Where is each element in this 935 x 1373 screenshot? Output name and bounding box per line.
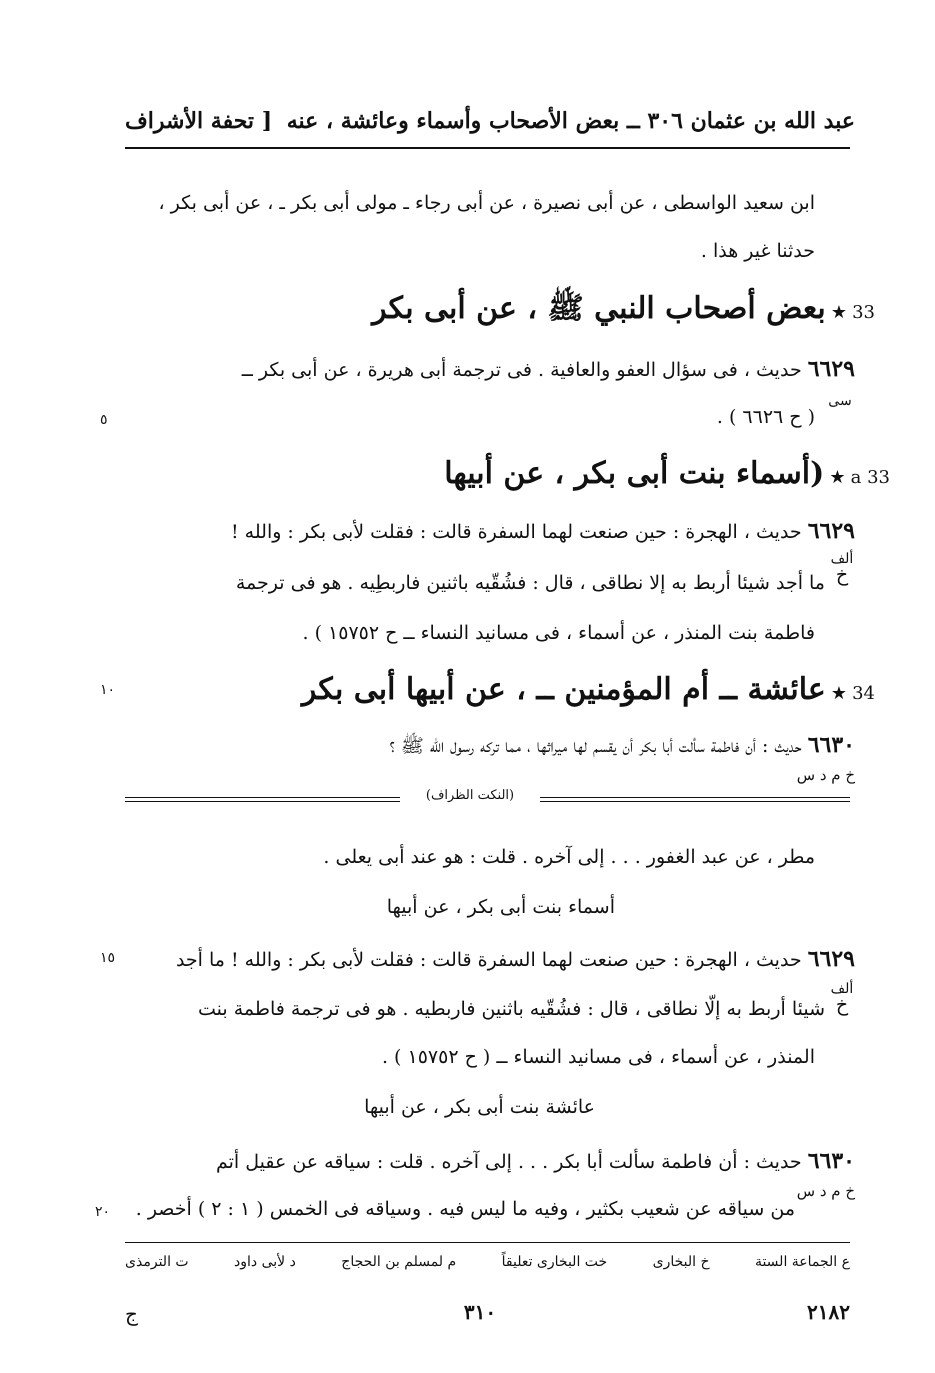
nukat-entry-6629-line-1: [176, 946, 855, 972]
narrator-symbol-top: ألف: [830, 551, 854, 567]
narrator-symbol: سى: [828, 393, 852, 409]
legend-item: د لأبى داود: [234, 1254, 296, 1270]
legend-item: ع الجماعة الستة: [754, 1254, 850, 1270]
margin-number: ٥: [100, 412, 108, 428]
legend-item: ت الترمذى: [125, 1254, 189, 1270]
footer-page-number: ٣١٠: [463, 1300, 497, 1324]
star-icon: ★: [830, 683, 847, 704]
running-header-left: [ تحفة الأشراف: [125, 108, 273, 134]
margin-number: ١٥: [100, 950, 116, 966]
margin-number: ٢٠: [95, 1204, 111, 1220]
header-rule: [125, 147, 850, 149]
section-title: بعض أصحاب النبي ﷺ ، عن أبى بكر: [372, 291, 826, 326]
divider-rule-right-2: [540, 801, 850, 802]
running-header-right: عبد الله بن عثمان ٣٠٦ ــ بعض الأصحاب وأسماء وعائشة ، عنه: [286, 108, 855, 134]
divider-rule-left-2: [125, 801, 400, 802]
nukat-line-1: مطر ، عن عبد الغفور . . . إلى آخره . قلت : هو عند أبى يعلى .: [323, 846, 815, 868]
hadith-text: حديث ، الهجرة : حين صنعت لهما السفرة قالت : فقلت لأبى بكر : والله ! ما أجد: [175, 949, 802, 971]
divider-rule-left: [125, 797, 400, 798]
nukat-entry-6630-line-1: [216, 1148, 855, 1174]
narrator-symbol: خ: [835, 564, 849, 586]
hadith-number: ٦٦٢٩: [807, 946, 855, 972]
footer-volume-mark: ج: [125, 1302, 138, 1326]
section-number: 33 a: [850, 467, 890, 488]
hadith-number: ٦٦٢٩: [807, 518, 855, 544]
section-number: 34: [852, 683, 875, 704]
hadith-number: ٦٦٢٩: [807, 356, 855, 382]
entry-6629-a-line-1: [242, 356, 855, 382]
footnote-rule: [125, 1242, 850, 1243]
nukat-subheading-2: عائشة بنت أبى بكر ، عن أبيها: [364, 1096, 595, 1118]
margin-number: ١٠: [100, 682, 116, 698]
hadith-text: حديث : أن فاطمة سألت أبا بكر . . . إلى آخره . قلت : سياقه عن عقيل أتم: [215, 1151, 802, 1173]
nukat-entry-6630-line-2: من سياقه عن شعيب بكثير ، وفيه ما ليس فيه . وسياقه فى الخمس ( ١ : ٢ ) أخصر .: [135, 1198, 795, 1220]
star-icon: ★: [830, 302, 847, 323]
section-heading-33a: [290, 456, 890, 491]
narrator-symbol: خ م د س: [796, 766, 855, 784]
hadith-number: ٦٦٣٠: [807, 1148, 855, 1174]
section-heading-33: [275, 290, 875, 333]
sigla-legend: [125, 1254, 850, 1270]
narrator-symbol-top: ألف: [830, 981, 854, 997]
entry-6630-line-1: [390, 732, 855, 762]
hadith-number: ٦٦٣٠: [807, 732, 855, 758]
section-title: (أسماء بنت أبى بكر ، عن أبيها: [444, 456, 825, 491]
star-icon: ★: [829, 467, 846, 488]
section-title: عائشة ــ أم المؤمنين ــ ، عن أبيها أبى بكر: [301, 672, 826, 707]
entry-6629-b-line-1: [231, 518, 855, 544]
narrator-symbol: خ م د س: [796, 1182, 855, 1200]
entry-6629-b-line-3: فاطمة بنت المنذر ، عن أسماء ، فى مسانيد النساء ــ ح ١٥٧٥٢ ) .: [302, 622, 815, 644]
narrator-symbol: خ: [835, 994, 849, 1016]
hadith-text: حديث ، فى سؤال العفو والعافية . فى ترجمة أبى هريرة ، عن أبى بكر ــ: [241, 359, 802, 381]
legend-item: خ البخارى: [652, 1254, 710, 1270]
legend-item: م لمسلم بن الحجاج: [341, 1254, 457, 1270]
entry-6629-a-line-2: ( ح ٦٦٢٦ ) .: [716, 406, 815, 428]
legend-item: خت البخارى تعليقاً: [501, 1254, 608, 1270]
intro-line-1: ابن سعيد الواسطى ، عن أبى نصيرة ، عن أبى رجاء ـ مولى أبى بكر ـ ، عن أبى بكر ،: [158, 192, 815, 214]
hadith-text: حديث : أن فاطمة سألت أبا بكر أن يقسم لها ميراثها ، مما تركه رسول الله ﷺ ؟: [389, 735, 802, 757]
divider-label: (النكت الظراف): [425, 788, 515, 803]
divider-rule-right: [540, 797, 850, 798]
hadith-text: حديث ، الهجرة : حين صنعت لهما السفرة قالت : فقلت لأبى بكر : والله !: [231, 521, 802, 543]
nukat-entry-6629-line-2: شيئا أربط به إلّا نطاقى ، قال : فشُقّيه باثنين فاربطيه . هو فى ترجمة فاطمة بنت: [198, 998, 825, 1020]
nukat-entry-6629-line-3: المنذر ، عن أسماء ، فى مسانيد النساء ــ ( ح ١٥٧٥٢ ) .: [381, 1046, 815, 1068]
nukat-subheading-1: أسماء بنت أبى بكر ، عن أبيها: [386, 896, 615, 918]
section-number: 33: [852, 302, 875, 323]
intro-line-2: حدثنا غير هذا .: [700, 240, 815, 262]
section-heading-34: [275, 672, 875, 707]
entry-6629-b-line-2: ما أجد شيئا أربط به إلا نطاقى ، قال : فشُقّيه باثنين فاربطِيه . هو فى ترجمة: [235, 572, 825, 594]
footer-serial-number: ٢١٨٢: [807, 1300, 850, 1324]
